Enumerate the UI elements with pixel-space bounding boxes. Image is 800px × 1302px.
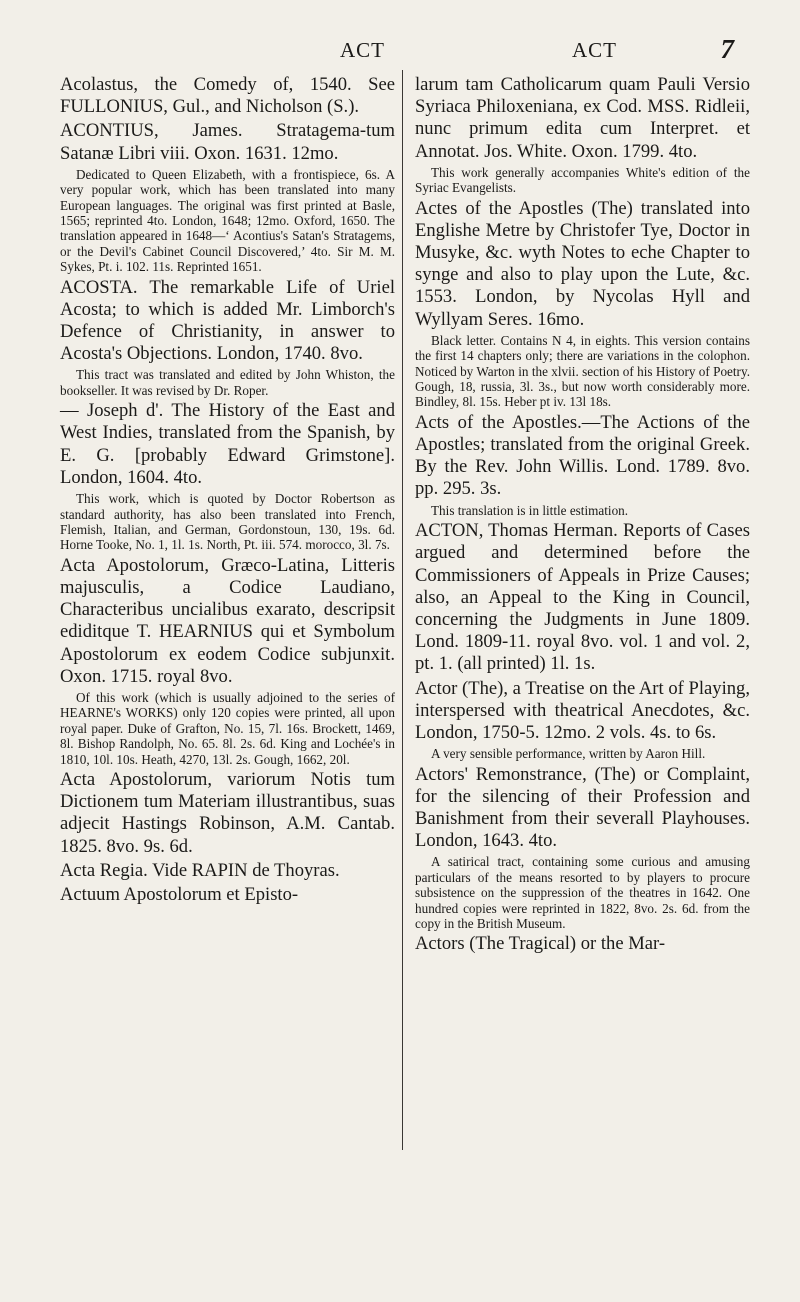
header-left-word: ACT: [340, 38, 385, 62]
catalogue-entry: — Joseph d'. The History of the East and West Indies, translated from the Spanish, by E. G. [probably Edward Grimstone]. London, 1604. 4to.: [60, 400, 395, 488]
entry-note: This translation is in little estimation.: [431, 502, 629, 518]
catalogue-entry: Acta Apostolorum, Græco-Latina, Litteris majusculis, a Codice Laudiano, Characteribus uncialibus exarato, descripsit ediditque T. HEARNIUS qui et Symbolum Apostolorum ex eodem Codice subjunxit. Oxon. 1715. royal 8vo.: [60, 554, 395, 687]
page-number: 7: [720, 34, 734, 64]
catalogue-entry: Actes of the Apostles (The) translated into Englishe Metre by Christofer Tye, Doctor in Musyke, &c. wyth Notes to eche Chapter to synge and also to play upon the Lute, &c. 1553. London, by Nycolas Hyll and Wyllyam Seres. 16mo.: [415, 197, 750, 330]
entry-note: Of this work (which is usually adjoined to the series of HEARNE's WORKS) only 120 copies were printed, all upon royal paper. Duke of Grafton, No. 15, 7l. 16s. Brockett, 1469, 8l. Bishop Randolph, No. 65. 8l. 2s. 6d. King and Lochée's in 1810, 10l. 10s. Heath, 4270, 13l. 2s. Gough, 1662, 20l.: [60, 689, 395, 767]
catalogue-entry: Acta Regia. Vide RAPIN de Thoyras.: [60, 859, 340, 881]
catalogue-entry: larum tam Catholicarum quam Pauli Versio Syriaca Philoxeniana, ex Cod. MSS. Ridleii, nunc primum edita cum Interpret. et Annotat. Jos. White. Oxon. 1799. 4to.: [415, 74, 750, 162]
entry-note: Dedicated to Queen Elizabeth, with a frontispiece, 6s. A very popular work, which has been translated into many European languages. The original was first printed at Basle, 1565; reprinted 4to. London, 1648; 12mo. Oxford, 1650. The translation appeared in 1648—‘ Acontius's Satan's Stratagems, or the Devil's Cabinet Council Discovered,’ 4to. Sir M. M. Sykes, Pt. i. 102. 11s. Reprinted 1651.: [60, 166, 395, 275]
running-header: [60, 28, 736, 68]
catalogue-entry: Acolastus, the Comedy of, 1540. See FULLONIUS, Gul., and Nicholson (S.).: [60, 74, 395, 118]
entry-note: Black letter. Contains N 4, in eights. This version contains the first 14 chapters only; there are variations in the colophon. Noticed by Warton in the xlvii. section of his History of Poetry. Gough, 18, russia, 3l. 3s., but now worth considerably more. Bindley, 8l. 15s. Heber pt iv. 13l 18s.: [415, 332, 750, 410]
entry-note: This tract was translated and edited by John Whiston, the bookseller. It was revised by Dr. Roper.: [60, 367, 395, 398]
catalogue-entry: ACONTIUS, James. Stratagema-tum Satanæ Libri viii. Oxon. 1631. 12mo.: [60, 120, 395, 164]
left-column: [60, 74, 395, 908]
catalogue-entry: ACOSTA. The remarkable Life of Uriel Acosta; to which is added Mr. Limborch's Defence of Christianity, in answer to Acosta's Objections. London, 1740. 8vo.: [60, 276, 395, 365]
catalogue-entry: Acts of the Apostles.—The Actions of the Apostles; translated from the original Greek. By the Rev. John Willis. Lond. 1789. 8vo. pp. 295. 3s.: [415, 411, 750, 500]
catalogue-entry: ACTON, Thomas Herman. Reports of Cases argued and determined before the Commissioners of Appeals in Prize Causes; also, an Appeal to the King in Council, concerning the Judgments in June 1809. Lond. 1809-11. royal 8vo. vol. 1 and vol. 2, pt. 1. (all printed) 1l. 1s.: [415, 520, 750, 675]
entry-note: This work, which is quoted by Doctor Robertson as standard authority, has also been translated into French, Flemish, Italian, and German, Gordonstoun, 130, 19s. 6d. Horne Tooke, No. 1, 1l. 1s. North, Pt. iii. 574. morocco, 3l. 7s.: [60, 491, 395, 553]
header-right-word: ACT: [572, 38, 617, 62]
catalogue-entry: Actuum Apostolorum et Episto-: [60, 883, 299, 905]
entry-note: This work generally accompanies White's edition of the Syriac Evangelists.: [415, 164, 750, 196]
entry-note: A very sensible performance, written by Aaron Hill.: [431, 746, 706, 762]
catalogue-entry: Actor (The), a Treatise on the Art of Playing, interspersed with theatrical Anecdotes, &c. London, 1750-5. 12mo. 2 vols. 4s. to 6s.: [415, 677, 750, 743]
catalogue-entry: Acta Apostolorum, variorum Notis tum Dictionem tum Materiam illustrantibus, suas adjecit Hastings Robinson, A.M. Cantab. 1825. 8vo. 9s. 6d.: [60, 768, 395, 857]
catalogue-entry: Actors (The Tragical) or the Mar-: [415, 933, 666, 955]
entry-note: A satirical tract, containing some curious and amusing particulars of the means resorted to by players to procure subsistence on the suppression of the theatres in 1642. One hundred copies were reprinted in 1822, 8vo. 2s. 6d. from the copy in the British Museum.: [415, 854, 750, 931]
column-divider: [402, 70, 403, 1150]
right-column: [415, 74, 750, 958]
catalogue-entry: Actors' Remonstrance, (The) or Complaint, for the silencing of their Profession and Banishment from their severall Playhouses. London, 1643. 4to.: [415, 763, 750, 852]
